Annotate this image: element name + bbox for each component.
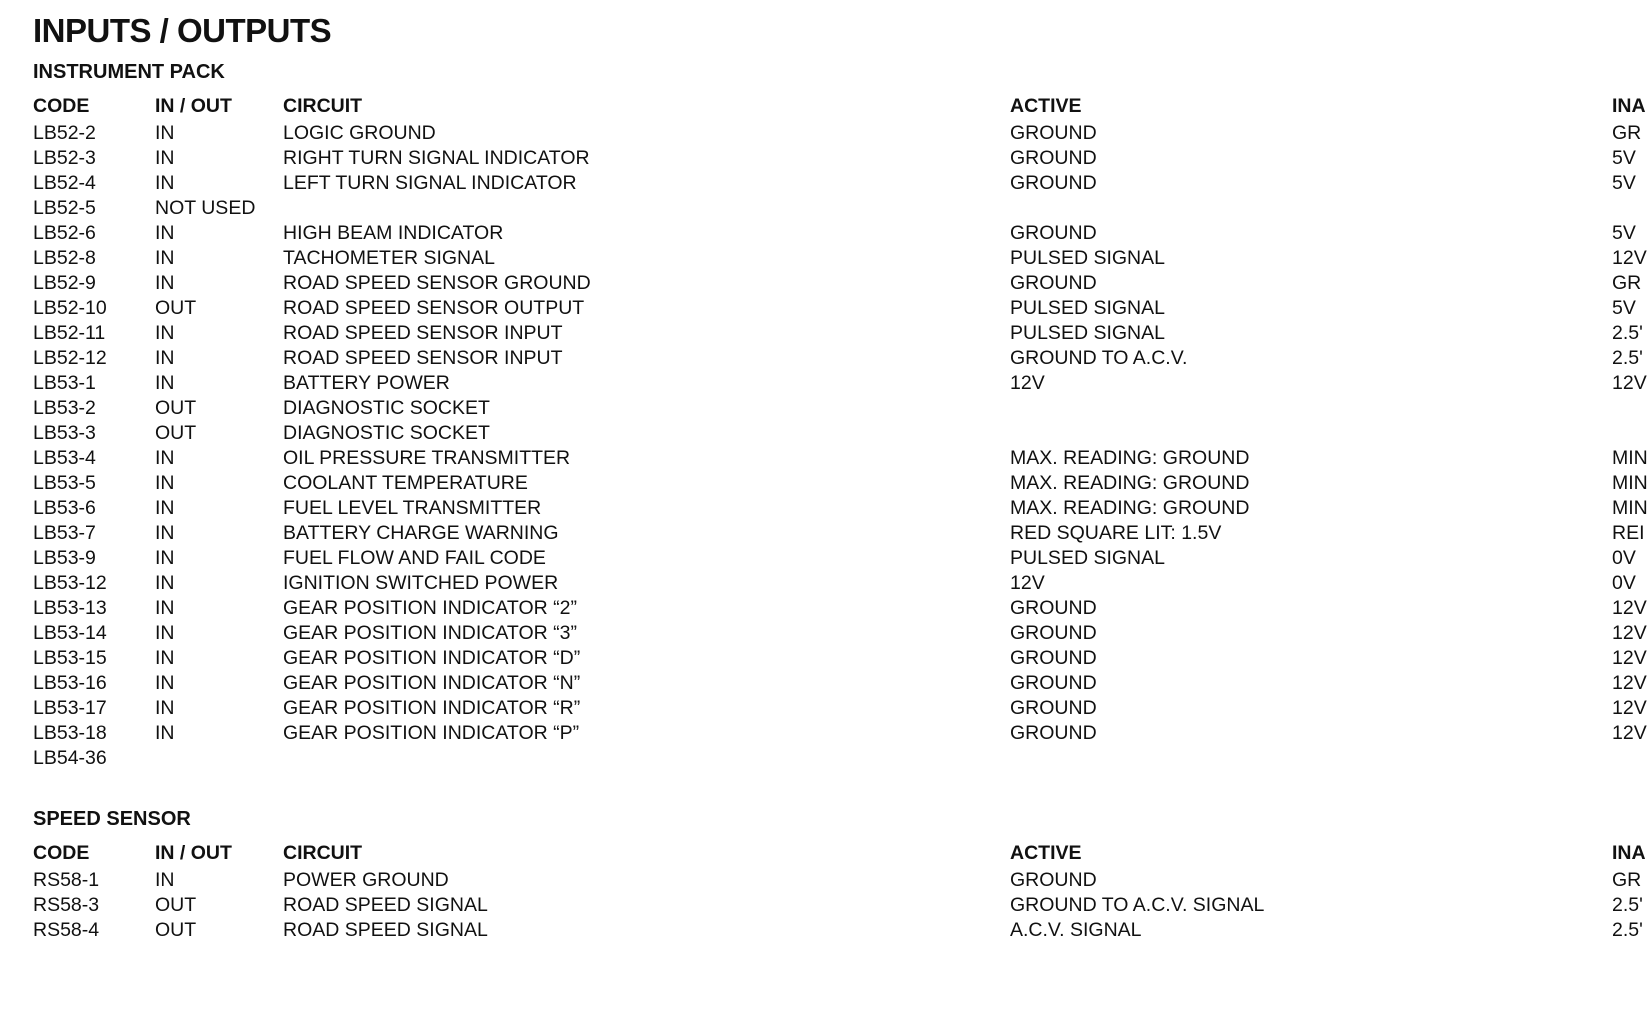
section-title-speed-sensor: SPEED SENSOR [33,808,191,830]
cell-inactive: 12V [1612,722,1647,744]
cell-inactive: GR [1612,869,1642,891]
cell-in-out: IN [155,522,175,544]
cell-inactive: 12V [1612,597,1647,619]
cell-code: LB53-12 [33,572,107,594]
cell-in-out: IN [155,722,175,744]
table-body [0,121,1648,771]
cell-in-out: IN [155,372,175,394]
header-in-out: IN / OUT [155,842,232,864]
cell-circuit: GEAR POSITION INDICATOR “3” [283,622,577,644]
table-row [0,346,1648,371]
cell-active: GROUND [1010,222,1097,244]
cell-in-out: IN [155,172,175,194]
cell-code: LB53-2 [33,397,96,419]
table-row [0,546,1648,571]
cell-circuit: IGNITION SWITCHED POWER [283,572,559,594]
cell-active: MAX. READING: GROUND [1010,497,1250,519]
cell-inactive: MIN [1612,447,1648,469]
cell-code: LB53-17 [33,697,107,719]
cell-in-out: IN [155,672,175,694]
cell-circuit: GEAR POSITION INDICATOR “P” [283,722,580,744]
cell-code: LB52-3 [33,147,96,169]
table-header [0,838,1648,868]
cell-active: RED SQUARE LIT: 1.5V [1010,522,1222,544]
header-inactive: INA [1612,95,1646,117]
cell-in-out: IN [155,547,175,569]
cell-code: LB53-3 [33,422,96,444]
table-row [0,271,1648,296]
table-row [0,696,1648,721]
cell-circuit: ROAD SPEED SENSOR INPUT [283,347,563,369]
header-inactive: INA [1612,842,1646,864]
cell-code: LB53-18 [33,722,107,744]
cell-in-out: OUT [155,422,197,444]
cell-circuit: TACHOMETER SIGNAL [283,247,495,269]
cell-inactive: MIN [1612,472,1648,494]
cell-circuit: FUEL LEVEL TRANSMITTER [283,497,542,519]
cell-circuit: ROAD SPEED SENSOR GROUND [283,272,591,294]
cell-active: GROUND [1010,172,1097,194]
cell-in-out: IN [155,697,175,719]
cell-circuit: RIGHT TURN SIGNAL INDICATOR [283,147,590,169]
cell-inactive: 5V [1612,172,1636,194]
cell-active: 12V [1010,372,1045,394]
cell-code: LB53-4 [33,447,96,469]
cell-active: 12V [1010,572,1045,594]
cell-active: GROUND [1010,597,1097,619]
table-row [0,246,1648,271]
cell-inactive: 2.5' [1612,347,1643,369]
cell-inactive: 12V [1612,247,1647,269]
table-row [0,371,1648,396]
header-active: ACTIVE [1010,95,1082,117]
table-row [0,918,1648,943]
cell-active: GROUND [1010,697,1097,719]
cell-code: RS58-4 [33,919,100,941]
cell-code: LB53-14 [33,622,107,644]
cell-code: LB53-9 [33,547,96,569]
cell-active: GROUND [1010,722,1097,744]
cell-active: GROUND TO A.C.V. SIGNAL [1010,894,1265,916]
cell-code: LB52-4 [33,172,96,194]
cell-circuit: BATTERY POWER [283,372,450,394]
table-row [0,596,1648,621]
cell-circuit: ROAD SPEED SENSOR OUTPUT [283,297,585,319]
cell-circuit: POWER GROUND [283,869,449,891]
cell-in-out: IN [155,497,175,519]
cell-inactive: 0V [1612,572,1636,594]
cell-code: LB53-6 [33,497,96,519]
header-code: CODE [33,842,90,864]
cell-circuit: GEAR POSITION INDICATOR “N” [283,672,581,694]
cell-code: LB52-11 [33,322,106,344]
cell-in-out: IN [155,447,175,469]
header-circuit: CIRCUIT [283,95,363,117]
table-row [0,446,1648,471]
cell-in-out: OUT [155,297,197,319]
section-title-instrument-pack: INSTRUMENT PACK [33,61,225,83]
cell-in-out: OUT [155,894,197,916]
cell-inactive: 5V [1612,297,1636,319]
table-row [0,571,1648,596]
cell-active: PULSED SIGNAL [1010,247,1165,269]
cell-in-out: IN [155,347,175,369]
cell-in-out: IN [155,472,175,494]
table-row [0,746,1648,771]
cell-circuit: LOGIC GROUND [283,122,436,144]
cell-code: LB53-7 [33,522,96,544]
table-row [0,296,1648,321]
cell-circuit: GEAR POSITION INDICATOR “D” [283,647,581,669]
cell-active: GROUND [1010,672,1097,694]
table-row [0,196,1648,221]
cell-inactive: 5V [1612,222,1636,244]
cell-active: GROUND [1010,647,1097,669]
instrument-pack-table [0,91,1648,771]
header-code: CODE [33,95,90,117]
cell-inactive: 12V [1612,672,1647,694]
cell-active: A.C.V. SIGNAL [1010,919,1142,941]
cell-in-out: IN [155,322,175,344]
cell-code: LB52-5 [33,197,96,219]
cell-code: LB53-5 [33,472,96,494]
header-in-out: IN / OUT [155,95,232,117]
cell-inactive: 0V [1612,547,1636,569]
table-row [0,496,1648,521]
speed-sensor-table [0,838,1648,943]
table-row [0,521,1648,546]
cell-circuit: FUEL FLOW AND FAIL CODE [283,547,546,569]
cell-inactive: 12V [1612,372,1647,394]
cell-inactive: GR [1612,122,1642,144]
table-row [0,221,1648,246]
cell-code: LB53-15 [33,647,107,669]
cell-in-out: IN [155,272,175,294]
cell-circuit: GEAR POSITION INDICATOR “2” [283,597,577,619]
cell-code: LB52-8 [33,247,96,269]
cell-inactive: 12V [1612,622,1647,644]
cell-in-out: NOT USED [155,197,256,219]
cell-in-out: IN [155,572,175,594]
cell-circuit: OIL PRESSURE TRANSMITTER [283,447,571,469]
cell-inactive: REI [1612,522,1645,544]
table-header [0,91,1648,121]
cell-active: PULSED SIGNAL [1010,297,1165,319]
cell-in-out: IN [155,247,175,269]
cell-circuit: GEAR POSITION INDICATOR “R” [283,697,581,719]
cell-in-out: IN [155,222,175,244]
cell-inactive: 2.5' [1612,322,1643,344]
cell-in-out: OUT [155,397,197,419]
cell-active: GROUND [1010,147,1097,169]
cell-circuit: COOLANT TEMPERATURE [283,472,528,494]
cell-code: LB52-10 [33,297,107,319]
cell-inactive: 12V [1612,647,1647,669]
cell-active: MAX. READING: GROUND [1010,472,1250,494]
cell-code: LB52-2 [33,122,96,144]
header-active: ACTIVE [1010,842,1082,864]
cell-active: GROUND [1010,622,1097,644]
cell-circuit: HIGH BEAM INDICATOR [283,222,504,244]
cell-circuit: ROAD SPEED SIGNAL [283,894,488,916]
page-title: INPUTS / OUTPUTS [33,12,332,49]
table-row [0,146,1648,171]
cell-circuit: LEFT TURN SIGNAL INDICATOR [283,172,577,194]
cell-code: LB53-1 [33,372,96,394]
cell-in-out: IN [155,869,175,891]
cell-inactive: 2.5' [1612,894,1643,916]
cell-active: PULSED SIGNAL [1010,547,1165,569]
table-row [0,646,1648,671]
table-row [0,721,1648,746]
cell-circuit: BATTERY CHARGE WARNING [283,522,559,544]
cell-code: LB53-16 [33,672,107,694]
table-row [0,671,1648,696]
table-row [0,471,1648,496]
cell-code: RS58-3 [33,894,100,916]
cell-inactive: 5V [1612,147,1636,169]
cell-circuit: DIAGNOSTIC SOCKET [283,397,490,419]
cell-active: PULSED SIGNAL [1010,322,1165,344]
cell-inactive: 2.5' [1612,919,1643,941]
cell-code: LB52-12 [33,347,107,369]
cell-active: GROUND TO A.C.V. [1010,347,1188,369]
cell-code: LB52-6 [33,222,96,244]
cell-code: RS58-1 [33,869,100,891]
cell-in-out: IN [155,597,175,619]
table-row [0,171,1648,196]
table-row [0,421,1648,446]
table-row [0,396,1648,421]
cell-in-out: IN [155,147,175,169]
cell-code: LB54-36 [33,747,107,769]
table-body [0,868,1648,943]
table-row [0,321,1648,346]
cell-inactive: MIN [1612,497,1648,519]
cell-circuit: DIAGNOSTIC SOCKET [283,422,490,444]
cell-in-out: IN [155,122,175,144]
cell-inactive: GR [1612,272,1642,294]
cell-active: GROUND [1010,272,1097,294]
cell-in-out: OUT [155,919,197,941]
table-row [0,121,1648,146]
cell-circuit: ROAD SPEED SENSOR INPUT [283,322,563,344]
cell-circuit: ROAD SPEED SIGNAL [283,919,488,941]
cell-code: LB53-13 [33,597,107,619]
table-row [0,621,1648,646]
cell-in-out: IN [155,647,175,669]
cell-in-out: IN [155,622,175,644]
cell-active: GROUND [1010,122,1097,144]
cell-active: GROUND [1010,869,1097,891]
table-row [0,893,1648,918]
header-circuit: CIRCUIT [283,842,363,864]
cell-inactive: 12V [1612,697,1647,719]
cell-active: MAX. READING: GROUND [1010,447,1250,469]
table-row [0,868,1648,893]
cell-code: LB52-9 [33,272,96,294]
